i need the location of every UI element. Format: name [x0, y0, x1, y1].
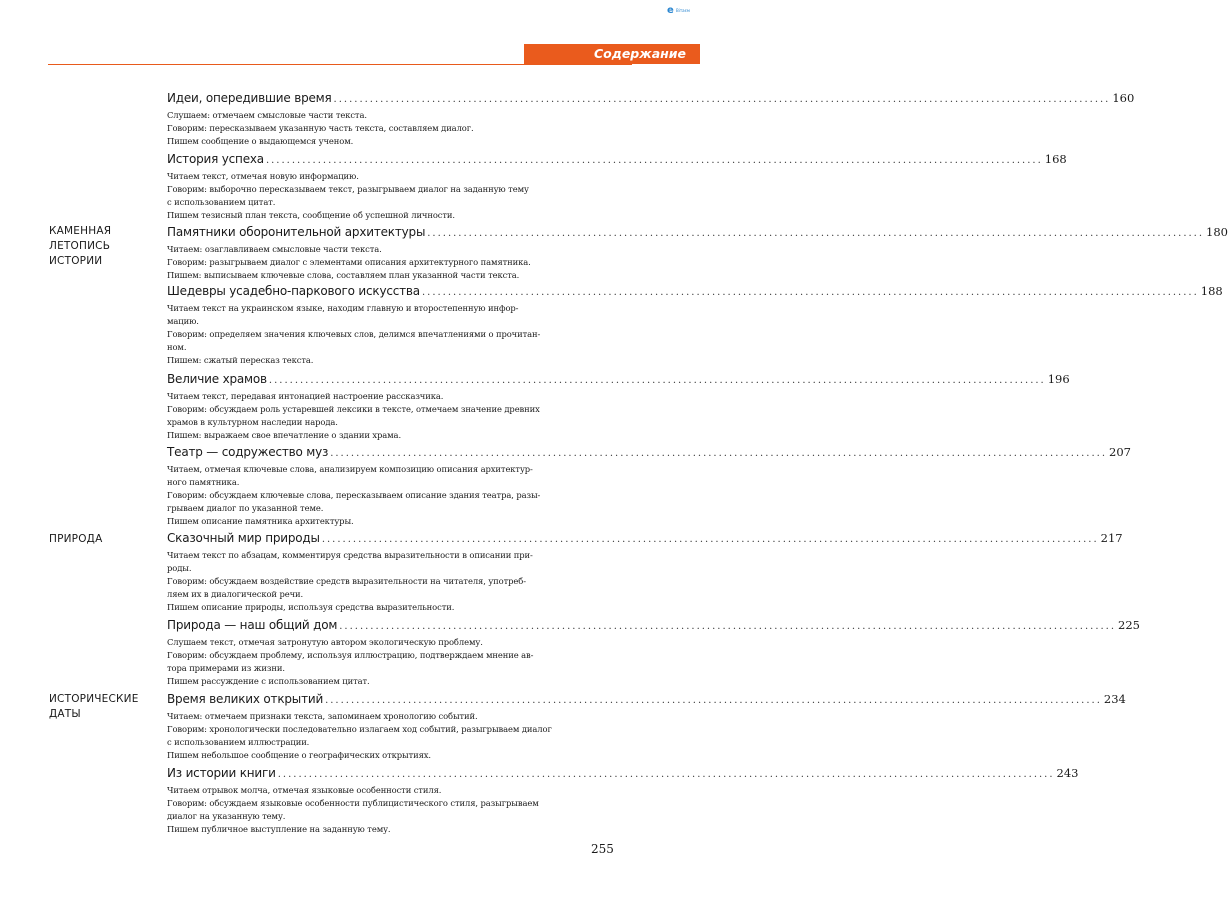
publisher-logo-mark: e: [667, 5, 674, 16]
toc-entry-page: 207: [1109, 445, 1131, 459]
toc-entry-title: Из истории книги: [167, 766, 276, 780]
toc-entry-description-line: Пишем описание памятника архитектуры.: [167, 515, 354, 526]
toc-entry-description-line: Читаем текст, отмечая новую информацию.: [167, 171, 359, 181]
toc-entry-page: 160: [1112, 91, 1135, 105]
toc-entry-description-line: Говорим: обсуждаем роль устаревшей лексики в тексте, отмечаем значение древних: [167, 403, 540, 414]
toc-entry-title: Природа — наш общий дом: [167, 618, 338, 632]
section-heading-line: ИСТОРИЧЕСКИЕ: [49, 693, 139, 705]
toc-entry-description-line: Пишем публичное выступление на заданную тему.: [167, 823, 391, 834]
toc-entry-page: 217: [1100, 531, 1123, 545]
section-heading-line: ИСТОРИИ: [49, 255, 103, 267]
toc-entry-title: Театр — содружество муз: [167, 445, 329, 459]
toc-entry-description-line: Говорим: обсуждаем воздействие средств выразительности на читателя, употреб-: [167, 575, 526, 586]
toc-entry: [167, 445, 1131, 528]
toc-entry-description-line: тора примерами из жизни.: [167, 662, 285, 673]
section-heading: [49, 692, 159, 722]
page-number: 255: [591, 842, 614, 856]
toc-entry-description-line: Слушаем: отмечаем смысловые части текста.: [167, 110, 367, 120]
toc-entry-title-row: [167, 618, 1140, 636]
toc-entry-description-line: Пишем: сжатый пересказ текста.: [167, 354, 314, 365]
leader-dots: ......................................................................................................................................................: [265, 155, 1043, 166]
toc-entry-description-line: Говорим: хронологически последовательно излагаем ход событий, разыгрываем диалог: [167, 723, 552, 734]
toc-entry-description-line: с использованием иллюстрации.: [167, 736, 310, 747]
header-rule: [48, 64, 632, 65]
toc-entry-description-line: Говорим: пересказываем указанную часть текста, составляем диалог.: [167, 122, 474, 133]
toc-entry-title-row: [167, 445, 1131, 463]
toc-entry: [167, 372, 1070, 442]
toc-entry-description-line: ляем их в диалогической речи.: [167, 588, 304, 599]
toc-entry-description-line: Пишем: выражаем свое впечатление о здании храма.: [167, 429, 402, 440]
toc-entry-title: Памятники оборонительной архитектуры: [167, 225, 426, 239]
toc-entry-title-row: [167, 372, 1070, 390]
toc-entry-page: 225: [1118, 618, 1140, 632]
toc-entry-description-line: мацию.: [167, 315, 199, 326]
toc-entry-description-line: храмов в культурном наследии народа.: [167, 416, 338, 427]
toc-entry: [167, 91, 1135, 148]
toc-entry: [167, 766, 1079, 836]
toc-entry-title: Время великих открытий: [167, 692, 324, 706]
toc-entry-page: 196: [1047, 372, 1070, 386]
leader-dots: ......................................................................................................................................................: [277, 769, 1055, 780]
section-heading-line: ПРИРОДА: [49, 533, 103, 545]
toc-entry-description-line: Пишем тезисный план текста, сообщение об успешной личности.: [167, 209, 455, 220]
leader-dots: ......................................................................................................................................................: [427, 228, 1205, 239]
toc-entry-description-line: роды.: [167, 562, 192, 573]
section-heading-line: ДАТЫ: [49, 708, 81, 720]
toc-entry-description-line: Говорим: выборочно пересказываем текст, разыгрываем диалог на заданную тему: [167, 183, 529, 194]
toc-entry-description-line: Пишем описание природы, используя средства выразительности.: [167, 601, 455, 612]
toc-entry-title-row: [167, 91, 1135, 109]
toc-entry: [167, 531, 1123, 614]
toc-entry-description-line: ном.: [167, 341, 187, 352]
leader-dots: ......................................................................................................................................................: [421, 287, 1199, 298]
section-heading: [49, 224, 159, 269]
toc-entry-description-line: Читаем: отмечаем признаки текста, запоминаем хронологию событий.: [167, 711, 478, 721]
toc-entry-description-line: Говорим: обсуждаем проблему, используя иллюстрацию, подтверждаем мнение ав-: [167, 649, 534, 660]
toc-entry-description-line: Читаем текст на украинском языке, находим главную и второстепенную инфор-: [167, 303, 519, 313]
toc-entry-title-row: [167, 284, 1223, 302]
toc-entry-description-line: Говорим: разыгрываем диалог с элементами описания архитектурного памятника.: [167, 256, 531, 267]
toc-entry-description-line: Читаем: озаглавливаем смысловые части текста.: [167, 244, 382, 254]
toc-entry-title: Идеи, опередившие время: [167, 91, 332, 105]
leader-dots: ......................................................................................................................................................: [325, 695, 1102, 706]
toc-entry-description-line: Говорим: обсуждаем ключевые слова, пересказываем описание здания театра, разы-: [167, 489, 541, 500]
toc-entry-title-row: [167, 531, 1123, 549]
toc-entry-description-line: грываем диалог по указанной теме.: [167, 502, 324, 513]
section-heading-line: КАМЕННАЯ: [49, 225, 112, 237]
toc-entry-description-line: Говорим: определяем значения ключевых слов, делимся впечатлениями о прочитан-: [167, 328, 541, 339]
toc-entry: [167, 692, 1126, 762]
toc-entry: [167, 225, 1228, 282]
toc-entry-title: Величие храмов: [167, 372, 267, 386]
toc-entry-page: 243: [1056, 766, 1079, 780]
leader-dots: ......................................................................................................................................................: [321, 534, 1099, 545]
toc-entry-page: 234: [1103, 692, 1126, 706]
toc-entry-title: Сказочный мир природы: [167, 531, 320, 545]
toc-entry-title-row: [167, 152, 1067, 170]
toc-entry-description-line: Говорим: обсуждаем языковые особенности публицистического стиля, разыгрываем: [167, 797, 539, 808]
toc-entry-page: 180: [1206, 225, 1228, 239]
toc-entry-description-line: Читаем, отмечая ключевые слова, анализируем композицию описания архитектур-: [167, 464, 533, 474]
toc-entry-description-line: ного памятника.: [167, 476, 240, 487]
leader-dots: ......................................................................................................................................................: [268, 375, 1046, 386]
toc-entry-title-row: [167, 766, 1079, 784]
publisher-logo-text: Вітаєм: [676, 8, 690, 13]
publisher-logo: [667, 6, 691, 16]
leader-dots: ......................................................................................................................................................: [330, 448, 1108, 459]
toc-entry: [167, 284, 1223, 367]
toc-entry-description-line: Пишем: выписываем ключевые слова, составляем план указанной части текста.: [167, 269, 520, 280]
section-heading: [49, 532, 159, 547]
leader-dots: ......................................................................................................................................................: [333, 94, 1111, 105]
toc-entry-page: 188: [1200, 284, 1223, 298]
toc-entry: [167, 152, 1067, 222]
toc-entry-description-line: Читаем текст по абзацам, комментируя средства выразительности в описании при-: [167, 550, 533, 560]
toc-entry-description-line: Слушаем текст, отмечая затронутую автором экологическую проблему.: [167, 637, 483, 647]
toc-entry-title-row: [167, 692, 1126, 710]
toc-entry-title: Шедевры усадебно-паркового искусства: [167, 284, 420, 298]
toc-entry-description-line: Читаем текст, передавая интонацией настроение рассказчика.: [167, 391, 444, 401]
toc-entry-page: 168: [1044, 152, 1067, 166]
toc-entry-title-row: [167, 225, 1228, 243]
toc-entry-description-line: Читаем отрывок молча, отмечая языковые особенности стиля.: [167, 785, 442, 795]
toc-entry-description-line: диалог на указанную тему.: [167, 810, 286, 821]
toc-entry-description-line: Пишем рассуждение с использованием цитат.: [167, 675, 370, 686]
toc-entry-description-line: Пишем небольшое сообщение о географических открытиях.: [167, 749, 431, 760]
leader-dots: ......................................................................................................................................................: [339, 621, 1117, 632]
toc-entry-title: История успеха: [167, 152, 264, 166]
toc-entry-description-line: Пишем сообщение о выдающемся ученом.: [167, 135, 354, 146]
toc-entry: [167, 618, 1140, 688]
toc-entry-description-line: с использованием цитат.: [167, 196, 276, 207]
header-banner: [524, 44, 700, 64]
page-title: Содержание: [593, 46, 686, 61]
section-heading-line: ЛЕТОПИСЬ: [49, 240, 111, 252]
